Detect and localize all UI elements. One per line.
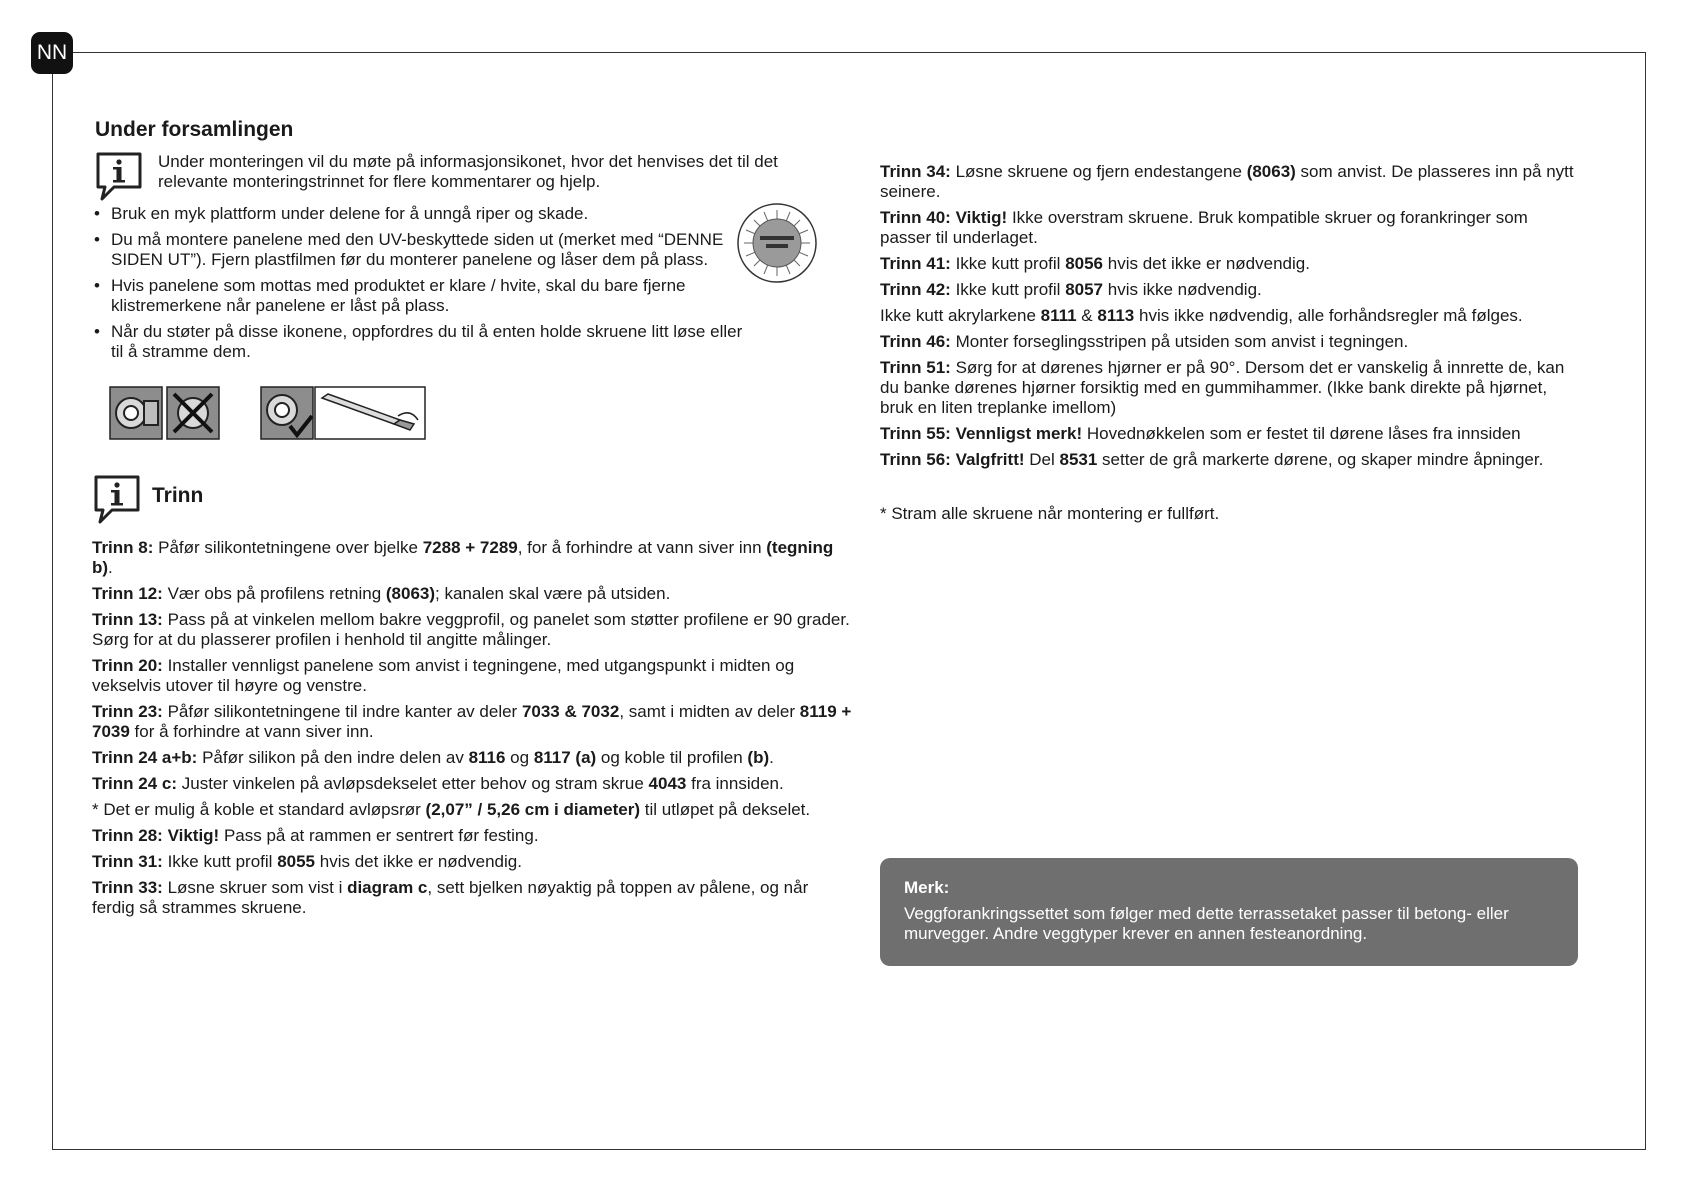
step-text: setter de grå markerte dørene, og skaper mindre åpninger. — [1097, 450, 1544, 469]
step-item — [880, 254, 1580, 274]
step-item — [880, 280, 1580, 300]
step-item — [92, 656, 852, 696]
step-text: ; kanalen skal være på utsiden. — [435, 584, 671, 603]
step-text: hvis det ikke er nødvendig. — [315, 852, 522, 871]
step-item — [880, 162, 1580, 202]
step-part-number: 7288 + 7289 — [422, 538, 518, 557]
step-label: Trinn 40: Viktig! — [880, 208, 1008, 227]
step-item — [880, 450, 1580, 470]
step-item — [92, 702, 852, 742]
list-item: • Bruk en myk plattform under delene for å unngå riper og skade. — [92, 204, 852, 224]
step-label: Trinn 31: — [92, 852, 163, 871]
step-text: Påfør silikon på den indre delen av — [197, 748, 469, 767]
step-label: Trinn 56: Valgfritt! — [880, 450, 1025, 469]
step-item — [92, 774, 852, 794]
step-part-number: 8116 — [468, 748, 506, 767]
step-text: Påfør silikontetningene over bjelke — [153, 538, 423, 557]
step-label: Trinn 55: Vennligst merk! — [880, 424, 1083, 443]
step-text: , samt i midten av deler — [619, 702, 800, 721]
step-item — [92, 584, 852, 604]
step-item — [880, 306, 1580, 326]
step-text: hvis ikke nødvendig, alle forhåndsregler må følges. — [1134, 306, 1523, 325]
step-text: . — [108, 558, 113, 577]
note-title: Merk: — [904, 878, 950, 897]
list-item: • Hvis panelene som mottas med produktet er klare / hvite, skal du bare fjerne klistremerkene når panelene er låst på plass. — [92, 276, 751, 316]
step-label: Trinn 23: — [92, 702, 163, 721]
step-label: Trinn 46: — [880, 332, 951, 351]
right-steps — [880, 162, 1580, 470]
step-text: Ikke kutt profil — [950, 280, 1066, 299]
step-text: Juster vinkelen på avløpsdekselet etter behov og stram skrue — [177, 774, 649, 793]
step-text: , sett bjelken nøyaktig på toppen av pålene, og når ferdig så strammes skruene. — [92, 878, 809, 917]
step-part-number: 8117 (a) — [533, 748, 597, 767]
step-part-number: (2,07” / 5,26 cm i diameter) — [425, 800, 641, 819]
screw-no-loose-icon — [166, 386, 220, 440]
step-text: & — [1076, 306, 1098, 325]
step-item — [92, 610, 852, 650]
step-text: og koble til profilen — [596, 748, 748, 767]
step-text: Ikke overstram skruene. Bruk kompatible skruer og forankringer som passer til underlaget. — [880, 208, 1528, 247]
step-item — [92, 852, 852, 872]
language-badge: NN — [31, 32, 73, 74]
note-box — [880, 858, 1578, 966]
step-part-number: 8111 — [1040, 306, 1077, 325]
step-item — [880, 358, 1580, 418]
step-part-number: 4043 — [648, 774, 687, 793]
step-label: Trinn 42: — [880, 280, 951, 299]
step-label: Trinn 51: — [880, 358, 951, 377]
step-part-number: 7033 & 7032 — [521, 702, 620, 721]
info-speech-bubble-icon — [94, 151, 144, 203]
step-text: Monter forseglingsstripen på utsiden som anvist i tegningen. — [950, 332, 1409, 351]
step-item — [92, 800, 852, 820]
step-part-number: 8531 — [1059, 450, 1098, 469]
step-text: Løsne skruene og fjern endestangene — [950, 162, 1247, 181]
step-text: Pass på at rammen er sentrert før festing. — [219, 826, 539, 845]
step-text: , for å forhindre at vann siver inn — [517, 538, 767, 557]
info-text: Under monteringen vil du møte på informasjonsikonet, hvor det henvises det til det relevante monteringstrinnet for flere kommentarer og hjelp. — [158, 152, 778, 191]
step-part-number: (8063) — [385, 584, 436, 603]
step-label: Trinn 12: — [92, 584, 163, 603]
right-column — [880, 150, 1580, 524]
step-part-number: 8057 — [1065, 280, 1104, 299]
step-text: Påfør silikontetningene til indre kanter av deler — [162, 702, 522, 721]
screw-tighten-icon — [260, 386, 314, 440]
info-note — [92, 152, 852, 196]
step-label: Trinn 20: — [92, 656, 163, 675]
step-text: Pass på at vinkelen mellom bakre veggprofil, og panelet som støtter profilene er 90 grader. Sørg for at du plasserer profilen i henhold til angitte målinger. — [92, 610, 850, 649]
step-item — [92, 748, 852, 768]
step-label: Trinn 24 c: — [92, 774, 178, 793]
step-text: Vær obs på profilens retning — [162, 584, 386, 603]
step-text: . — [769, 748, 774, 767]
trinn-heading: Trinn — [152, 484, 204, 507]
step-part-number: 8055 — [277, 852, 316, 871]
step-part-number: (b) — [747, 748, 770, 767]
list-item: • Du må montere panelene med den UV-beskyttede siden ut (merket med “DENNE SIDEN UT”). Fjern plastfilmen før du monterer panelene og låser dem på plass. — [92, 230, 751, 270]
step-text: * Det er mulig å koble et standard avløpsrør — [92, 800, 426, 819]
step-label: Trinn 33: — [92, 878, 163, 897]
step-text: Sørg for at dørenes hjørner er på 90°. Dersom det er vanskelig å innrette de, kan du banke dørenes hjørner forsiktig med en gummihammer. (Ikke bank direkte på hjørnet, bruk en liten treplanke imellom) — [880, 358, 1565, 417]
step-item — [92, 878, 852, 918]
step-part-number: (8063) — [1246, 162, 1296, 181]
step-part-number: 8113 — [1097, 306, 1135, 325]
step-text: fra innsiden. — [686, 774, 784, 793]
step-label: Trinn 28: Viktig! — [92, 826, 220, 845]
left-column — [92, 118, 852, 924]
step-label: Trinn 34: — [880, 162, 951, 181]
step-item — [92, 538, 852, 578]
list-item: • Når du støter på disse ikonene, oppfordres du til å enten holde skruene litt løse eller til å stramme dem. — [92, 322, 751, 362]
step-text: Ikke kutt profil — [162, 852, 278, 871]
step-text: for å forhindre at vann siver inn. — [129, 722, 374, 741]
step-text: Løsne skruer som vist i — [162, 878, 348, 897]
screw-loose-icon — [109, 386, 163, 440]
footnote: * Stram alle skruene når montering er fullført. — [880, 504, 1220, 523]
screw-icons-row — [92, 386, 852, 444]
step-text: Installer vennligst panelene som anvist i tegningene, med utgangspunkt i midten og vekselvis utover til høyre og venstre. — [92, 656, 795, 695]
step-part-number: 8119 + 7039 — [92, 702, 852, 741]
screwdriver-icon — [314, 386, 426, 440]
info-speech-bubble-icon — [92, 474, 142, 526]
step-item — [92, 826, 852, 846]
step-part-number: 8056 — [1065, 254, 1104, 273]
note-text: Veggforankringssettet som følger med dette terrassetaket passer til betong- eller murvegger. Andre veggtyper krever en annen festeanordning. — [904, 904, 1509, 943]
step-item — [880, 208, 1580, 248]
section-heading: Under forsamlingen — [95, 118, 294, 141]
step-part-number: diagram c — [347, 878, 428, 897]
step-label: Trinn 13: — [92, 610, 163, 629]
step-text: som anvist. De plasseres inn på nytt seinere. — [880, 162, 1574, 201]
step-label: Trinn 24 a+b: — [92, 748, 198, 767]
left-steps — [92, 538, 852, 918]
step-text: hvis det ikke er nødvendig. — [1103, 254, 1310, 273]
step-text: Del — [1024, 450, 1060, 469]
step-part-number: (tegning b) — [92, 538, 834, 577]
trinn-heading-block — [92, 474, 852, 526]
step-item — [880, 332, 1580, 352]
step-text: til utløpet på dekselet. — [640, 800, 811, 819]
step-text: Ikke kutt profil — [950, 254, 1066, 273]
step-item — [880, 424, 1580, 444]
step-text: og — [505, 748, 534, 767]
step-label: Trinn 8: — [92, 538, 154, 557]
step-label: Trinn 41: — [880, 254, 951, 273]
step-text: hvis ikke nødvendig. — [1103, 280, 1262, 299]
step-text: Ikke kutt akrylarkene — [880, 306, 1041, 325]
step-text: Hovednøkkelen som er festet til dørene låses fra innsiden — [1082, 424, 1521, 443]
